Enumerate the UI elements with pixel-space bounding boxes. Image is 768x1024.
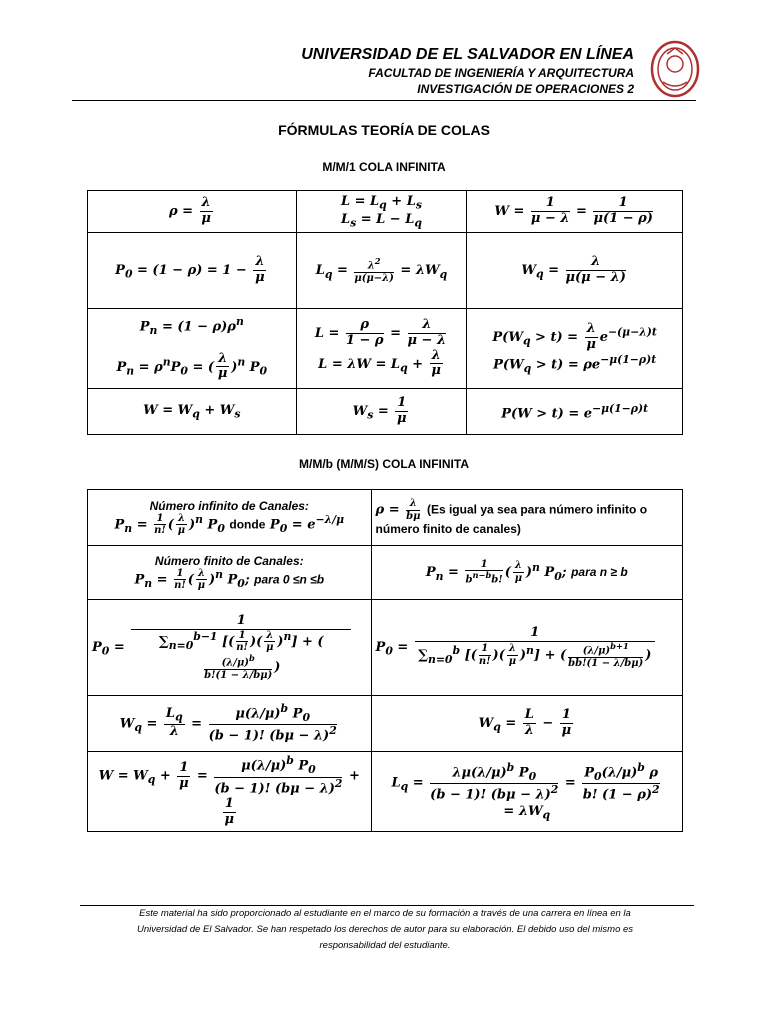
formula-prob-w: $P(W > t) = e^{-\mu(1-\rho)t}$ (467, 389, 683, 435)
formula-pn-finite: Número finito de Canales: $P_n$ = $\frac{1}{n!}$ ( $\frac{\lambda}{\mu}$ )$^n$ $P_0$; para 0 ≤n ≤b (88, 546, 372, 600)
formula-p0: $P_0 = (1 - \rho) = 1$ − $\frac{\lambda}{\mu}$ (88, 233, 297, 309)
formula-pn-large: $P_n$ = $\frac{1}{b^{n-b}b!}$ ( $\frac{\lambda}{\mu}$ )$^n$ $P_0$; para n ≥ b (371, 546, 682, 600)
formula-ws: $W_s$ = $\frac{1}{\mu}$ (296, 389, 467, 435)
formula-p0-b: $P_0$ = 1 $\sum_{n=0}^{b-1}$ [( $\frac{1}{n!}$ )( $\frac{\lambda}{\mu}$ )$^n$] + ( $\frac{(\lambda/\mu)^b}{b!(1 - \lambda/b\mu)}$ ) (88, 600, 372, 696)
formula-wq-b2: $W_q$ = $\frac{L}{\lambda}$ − $\frac{1}{\mu}$ (371, 696, 682, 752)
faculty-name: FACULTAD DE INGENIERÍA Y ARQUITECTURA (368, 66, 634, 80)
formula-w-b: $W = W_q$ + $\frac{1}{\mu}$ = $\frac{\mu(\lambda/\mu)^b P_0}{(b - 1)! (b\mu - \lambda)^2}$ + $\frac{1}{\mu}$ (88, 752, 372, 832)
infinite-channels-label: Número infinito de Canales: (149, 498, 309, 513)
university-seal-logo (650, 40, 700, 98)
finite-channels-label: Número finito de Canales: (154, 553, 304, 568)
donde-text: donde (229, 517, 266, 531)
formula-wq: $W_q$ = $\frac{\lambda}{\mu(\mu - \lambda)}$ (467, 233, 683, 309)
formula-lq: $L_q$ = $\frac{\lambda^2}{\mu(\mu-\lambda)}$ = $\lambda W_q$ (296, 233, 467, 309)
formula-pn-infinite: Número infinito de Canales: $P_n$ = $\frac{1}{n!}$ ( $\frac{\lambda}{\mu}$ )$^n$ $P_0$ donde $P_0 = e^{-\lambda/\mu}$ (88, 490, 372, 546)
rho-note: (Es igual ya sea para número infinito o número finito de canales) (375, 502, 648, 536)
page-title: FÓRMULAS TEORÍA DE COLAS (278, 122, 490, 138)
footer-note: Este material ha sido proporcionado al estudiante en el marco de su formación a través de una carrera en línea en la Universidad de El Salvador. Se han respetado los derechos de autor para su elaboración. El debido uso del mismo es responsabilidad del estudiante. (136, 908, 634, 951)
condition-range: para 0 ≤n ≤b (254, 572, 325, 586)
header-divider (72, 100, 696, 101)
formula-w: W = $\frac{1}{\mu - \lambda}$ = $\frac{1}{\mu(1 - \rho)}$ (467, 191, 683, 233)
formula-pn: $P_n = (1 - \rho)\rho^n$ $P_n = \rho^nP_0$ = ( $\frac{\lambda}{\mu}$ )$^n$ $P_0$ (88, 309, 297, 389)
formula-rho-b: ρ = $\frac{\lambda}{b\mu}$ (Es igual ya sea para número infinito o número finito de canales) (371, 490, 682, 546)
course-name: INVESTIGACIÓN DE OPERACIONES 2 (417, 82, 634, 96)
mm1-formula-table (87, 190, 683, 435)
section-title-mm1: M/M/1 COLA INFINITA (322, 160, 446, 174)
formula-rho: ρ = $\frac{\lambda}{\mu}$ (88, 191, 297, 233)
formula-l-sum: $L = L_q + L_s$ $L_s = L - L_q$ (296, 191, 467, 233)
formula-wq-b: $W_q$ = $\frac{L_q}{\lambda}$ = $\frac{\mu(\lambda/\mu)^b P_0}{(b - 1)! (b\mu - \lambda)^2}$ (88, 696, 372, 752)
page-header (0, 40, 768, 102)
formula-prob-wq: $P(W_q > t)$ = $\frac{\lambda}{\mu}$ $e^{-(\mu-\lambda)t}$ $P(W_q > t) = \rho e^{-\mu(1-\rho)t}$ (467, 309, 683, 389)
formula-lq-b: $L_q$ = $\frac{\lambda\mu(\lambda/\mu)^b P_0}{(b - 1)! (b\mu - \lambda)^2}$ = $\frac{P_0(\lambda/\mu)^b \rho}{b! (1 - \rho)^2}$ = $\lambda W_q$ (371, 752, 682, 832)
mmb-formula-table (87, 489, 683, 832)
section-title-mmb: M/M/b (M/M/S) COLA INFINITA (299, 457, 469, 471)
formula-w-sum: $W = W_q + W_s$ (88, 389, 297, 435)
formula-l: L = $\frac{\rho}{1 - \rho}$ = $\frac{\lambda}{\mu - \lambda}$ $L = \lambda W = L_q$ + $\frac{\lambda}{\mu}$ (296, 309, 467, 389)
formula-p0-b1: $P_0$ = 1 $\sum_{n=0}^b$ [( $\frac{1}{n!}$ )( $\frac{\lambda}{\mu}$ )$^n$] + ( $\frac{(\lambda/\mu)^{b+1}}{bb!(1 - \lambda/b\mu)}$ ) (371, 600, 682, 696)
condition-n-ge-b: para n ≥ b (571, 564, 628, 579)
university-name: UNIVERSIDAD DE EL SALVADOR EN LÍNEA (301, 46, 634, 63)
